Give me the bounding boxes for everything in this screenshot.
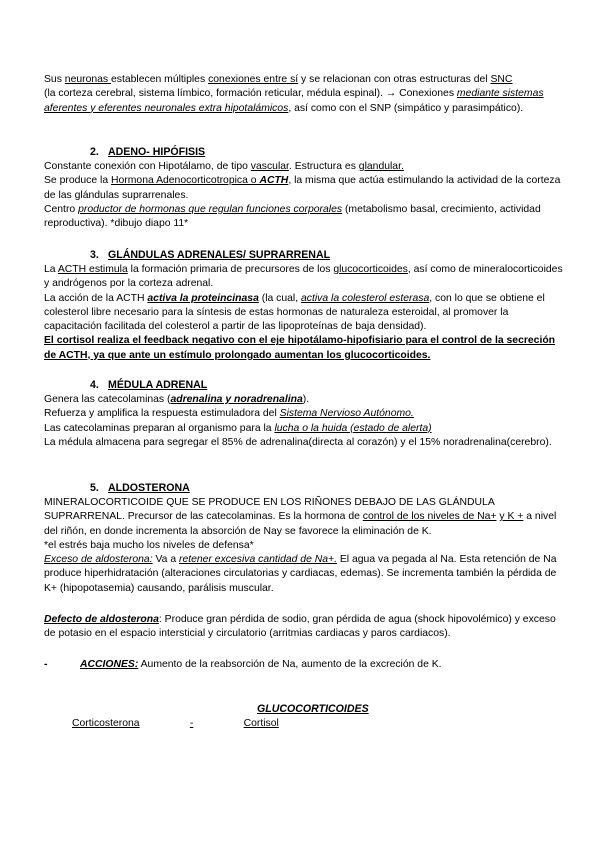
section-2-body [44, 160, 564, 231]
text-hormona: Hormona Adenocorticotropica o [111, 175, 260, 187]
text-vascular: vascular [250, 161, 289, 172]
gluco-item-corticosterona: Corticosterona [72, 718, 140, 729]
section-number: 5. [90, 482, 99, 494]
intro-text: establecen múltiples [111, 74, 209, 85]
intro-conexiones: conexiones entre sí [208, 74, 299, 85]
text-defecto: Defecto de aldosterona [44, 614, 159, 625]
text-control-na: control de los niveles de Na+ [362, 511, 497, 523]
section-3-heading [90, 248, 330, 262]
intro-snc: SNC [490, 74, 513, 85]
text: . Estructura es [288, 161, 359, 172]
text-acth-estimula: ACTH estimula [57, 264, 128, 275]
text: Se produce la [44, 175, 112, 187]
intro-text: (la corteza cerebral, sistema límbico, formación reticular, médula espinal). → Conexiones [44, 88, 457, 100]
section-5-body [44, 496, 564, 596]
acciones-label: ACCIONES: [80, 659, 139, 670]
text: Centro [44, 203, 79, 215]
text-lucha: lucha o la huida (estado de alerta) [274, 422, 432, 434]
text-exceso: Exceso de aldosterona: [44, 554, 153, 566]
text: La [44, 264, 58, 275]
intro-text: Sus [44, 74, 65, 85]
section-4-heading [90, 378, 207, 392]
text: Las catecolaminas preparan al organismo para la [44, 422, 275, 434]
section-4-body [44, 393, 564, 450]
gluco-separator: - [189, 718, 194, 729]
section-number: 4. [90, 379, 99, 391]
intro-text: y se relacionan con otras estructuras del [298, 74, 491, 85]
section-3-body [44, 263, 564, 363]
section-title: MÉDULA ADRENAL [108, 379, 208, 391]
section-5-heading [90, 481, 190, 495]
gluco-items [72, 717, 472, 731]
acciones-line [44, 658, 564, 672]
bullet: - [44, 659, 48, 670]
gluco-item-cortisol: Cortisol [243, 718, 279, 729]
text: , la misma que actúa estimulando la actividad de la corteza de las glándulas suprarrenales. [44, 175, 561, 201]
section-2-heading [90, 145, 205, 159]
text: a nivel del riñón, en donde incrementa la absorción de Nay se favorece la eliminación de K. [44, 511, 557, 537]
text: *el estrés baja mucho los niveles de defensa* [44, 539, 254, 551]
text: (la cual, [258, 292, 302, 304]
intro-paragraph [44, 73, 564, 116]
text: (metabolismo basal, crecimiento, actividad reproductiva). *dibujo diapo 11* [44, 203, 541, 230]
text-adrenalina: adrenalina y noradrenalina [170, 394, 303, 405]
text-retener: retener excesiva cantidad de Na+. [179, 554, 337, 566]
text: Genera las catecolaminas ( [44, 394, 171, 405]
text-cortisol-feedback: El cortisol realiza el feedback negativo con el eje hipotálamo-hipofisiario para el control de la secreción de ACTH, ya que ante un estímulo prolongado aumentan los glucocorticoides. [44, 335, 556, 361]
text: MINERALOCORTICOIDE QUE SE PRODUCE EN LOS RIÑONES DEBAJO DE LAS GLÁNDULA SUPRARRENAL. Precursor de las catecolaminas. Es la hormona de [44, 497, 495, 523]
text: La acción de la ACTH [44, 292, 148, 304]
text-glandular: glandular. [358, 161, 404, 172]
section-title: GLÁNDULAS ADRENALES/ SUPRARRENAL [108, 249, 331, 261]
text: la formación primaria de precursores de los [127, 264, 334, 275]
text-sna: Sistema Nervioso Autónomo. [279, 408, 414, 420]
section-5-defecto [44, 613, 564, 642]
text-acth: ACTH [259, 175, 289, 187]
text: Va a [152, 554, 179, 566]
intro-neuronas: neuronas [64, 74, 112, 85]
text: Refuerza y amplifica la respuesta estimuladora del [44, 408, 280, 420]
text: Constante conexión con Hipotálamo, de tipo [44, 161, 251, 172]
text: La médula almacena para segregar el 85% de adrenalina(directa al corazón) y el 15% noradrenalina(cerebro). [44, 436, 552, 448]
text-k: y K + [499, 511, 524, 523]
gluco-title: GLUCOCORTICOIDES [257, 703, 369, 715]
text-glucocorticoides: glucocorticoides [333, 264, 408, 275]
acciones-text: Aumento de la reabsorción de Na, aumento de la excreción de K. [138, 659, 442, 670]
text: , con lo que se obtiene el colesterol libre necesario para la síntesis de estas hormonas de naturaleza esteroidal, al promover la capacitación facilitada del colesterol a partir de las lipoproteínas de baja densidad). [44, 292, 545, 333]
text: ). [302, 394, 310, 405]
section-number: 3. [90, 249, 99, 261]
text-productor: productor de hormonas que regulan funciones corporales [78, 203, 343, 215]
text: : Produce gran pérdida de sodio, gran pérdida de agua (shock hipovolémico) y exceso de potasio en el espacio intersticial y circulatorio (arritmias cardiacas y paros cardiacos). [44, 614, 556, 640]
intro-sistemas: mediante sistemas aferentes y eferentes neuronales extra hipotalámicos [44, 88, 544, 114]
text: El agua va pegada al Na. Esta retención de Na produce hiperhidratación (alteraciones circulatorias y cardiacas, edemas). Se incrementa también la pérdida de K+ (hipopotasemia) causando, parálisis muscular. [44, 554, 557, 594]
text: , así como de mineralocorticoides y andrógenos por la corteza adrenal. [44, 264, 563, 290]
section-number: 2. [90, 146, 99, 158]
section-title: ADENO- HIPÓFISIS [108, 146, 206, 158]
section-title: ALDOSTERONA [108, 482, 190, 494]
text-colesterol: activa la colesterol esterasa [301, 292, 430, 304]
intro-text: , así como con el SNP (simpático y parasimpático). [288, 102, 524, 114]
text-proteincinasa: activa la proteincinasa [147, 292, 259, 304]
